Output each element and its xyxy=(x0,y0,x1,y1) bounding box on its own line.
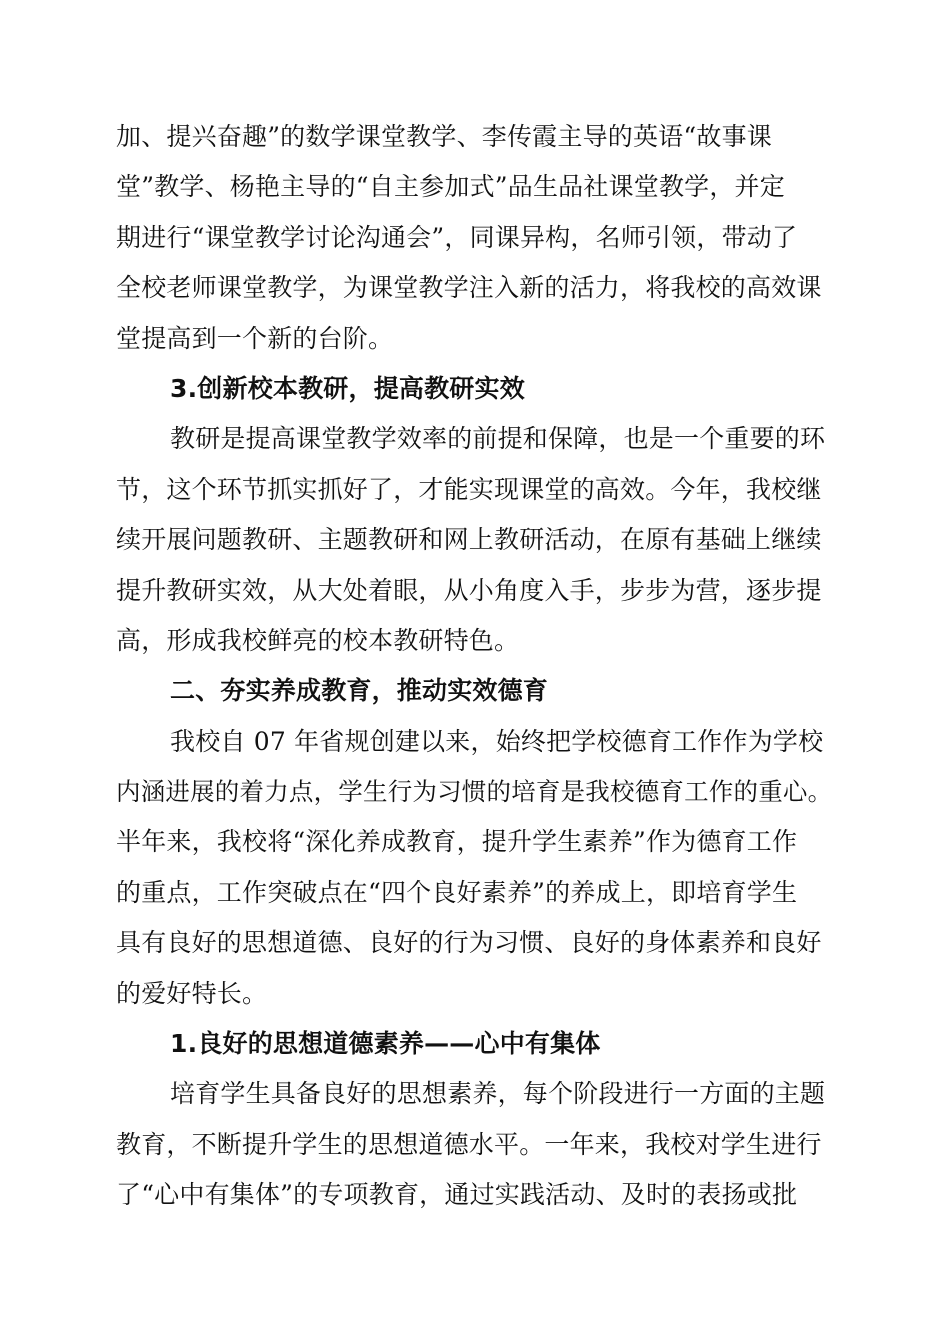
paragraph-line: 堂”教学、杨艳主导的“自主参加式”品生品社课堂教学，并定 xyxy=(116,172,785,202)
paragraph-line: 了“心中有集体”的专项教育，通过实践活动、及时的表扬或批 xyxy=(116,1180,798,1210)
paragraph-line: 高，形成我校鲜亮的校本教研特色。 xyxy=(116,625,520,655)
section-heading: 1.良好的思想道德素养——心中有集体 xyxy=(170,1029,601,1059)
paragraph-line: 培育学生具备良好的思想素养，每个阶段进行一方面的主题 xyxy=(170,1079,826,1109)
paragraph-line: 内涵进展的着力点，学生行为习惯的培育是我校德育工作的重心。 xyxy=(116,777,833,807)
paragraph-line: 节，这个环节抓实抓好了，才能实现课堂的高效。今年，我校继 xyxy=(116,474,822,504)
paragraph-line: 教育，不断提升学生的思想道德水平。一年来，我校对学生进行 xyxy=(116,1129,822,1159)
paragraph-line: 加、提兴奋趣”的数学课堂教学、李传霞主导的英语“故事课 xyxy=(116,122,772,151)
paragraph-line: 教研是提高课堂教学效率的前提和保障，也是一个重要的环 xyxy=(170,424,826,454)
paragraph-line: 提升教研实效，从大处着眼，从小角度入手，步步为营，逐步提 xyxy=(116,575,822,605)
paragraph-line: 具有良好的思想道德、良好的行为习惯、良好的身体素养和良好 xyxy=(116,928,822,958)
paragraph-line: 期进行“课堂教学讨论沟通会”，同课异构，名师引领，带动了 xyxy=(116,222,798,252)
section-heading: 二、夯实养成教育，推动实效德育 xyxy=(170,676,549,706)
paragraph-line: 半年来，我校将“深化养成教育，提升学生素养”作为德育工作 xyxy=(116,827,798,857)
paragraph-line: 我校自 07 年省规创建以来，始终把学校德育工作作为学校 xyxy=(170,726,824,756)
body-text xyxy=(116,112,846,1221)
paragraph-line: 的爱好特长。 xyxy=(116,978,268,1008)
paragraph-line: 续开展问题教研、主题教研和网上教研活动，在原有基础上继续 xyxy=(116,525,822,555)
paragraph-line: 堂提高到一个新的台阶。 xyxy=(116,323,394,353)
paragraph-line: 的重点，工作突破点在“四个良好素养”的养成上，即培育学生 xyxy=(116,877,798,907)
section-heading: 3.创新校本教研，提高教研实效 xyxy=(170,373,525,403)
paragraph-line: 全校老师课堂教学，为课堂教学注入新的活力，将我校的高效课 xyxy=(116,273,822,303)
